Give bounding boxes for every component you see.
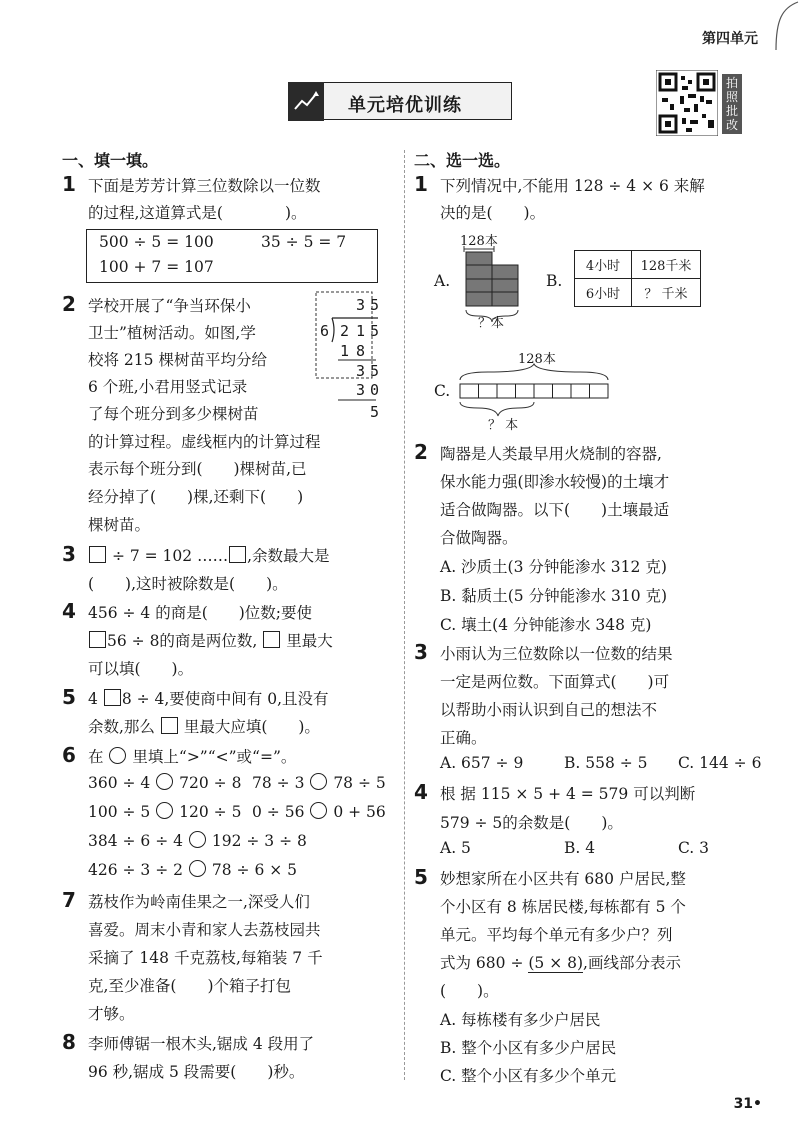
expression: 78 ÷ 6 × 5 xyxy=(211,861,298,879)
question-text: 下列情况中,不能用 128 ÷ 4 × 6 来解 xyxy=(440,177,705,195)
question-text: 的过程,这道算式是( )。 xyxy=(88,204,307,222)
question-number: 5 xyxy=(414,865,428,889)
question-text: 一定是两位数。下面算式( )可 xyxy=(440,673,670,691)
question-text: 6 个班,小君用竖式记录 xyxy=(88,378,248,396)
table-cell: 6小时 xyxy=(575,279,632,307)
question-number: 3 xyxy=(414,640,428,664)
question-text: 余数,那么 xyxy=(88,718,155,736)
calculation-box xyxy=(86,229,378,283)
expression: 360 ÷ 4 xyxy=(88,774,151,792)
question-text xyxy=(88,544,330,566)
option-c[interactable]: C. 壤土(4 分钟能渗水 348 克) xyxy=(440,616,652,634)
option-b[interactable]: B. 4 xyxy=(564,839,596,857)
question-text: 里填上“>”“<”或“=”。 xyxy=(132,748,297,766)
remainder-digit: 5 xyxy=(370,403,380,421)
long-division xyxy=(312,290,382,426)
page-corner-line xyxy=(760,0,800,50)
question-text xyxy=(88,629,333,651)
question-text: 了每个班分到多少棵树苗 xyxy=(88,405,259,423)
question-text: 克,至少准备( )个箱子打包 xyxy=(88,977,292,995)
dividend-digit: 1 xyxy=(356,322,366,340)
expression: 720 ÷ 8 xyxy=(179,774,242,792)
question-text: ÷ 7 = 102 …… xyxy=(111,547,229,565)
question-text xyxy=(88,715,320,737)
distance-table xyxy=(574,250,701,307)
compare-row xyxy=(252,802,386,821)
option-a[interactable]: A. 657 ÷ 9 xyxy=(440,754,524,772)
question-number: 7 xyxy=(62,888,76,912)
question-text: ,余数最大是 xyxy=(247,547,330,565)
underlined-part: (5 × 8) xyxy=(528,954,584,972)
compare-row xyxy=(88,802,241,821)
option-c[interactable]: C. 144 ÷ 6 xyxy=(678,754,762,772)
table-row xyxy=(575,279,701,307)
expression: 78 ÷ 5 xyxy=(333,774,386,792)
question-number: 3 xyxy=(62,542,76,566)
question-text: 正确。 xyxy=(440,729,487,747)
table-row xyxy=(575,251,701,279)
section-fill-in: 一、填一填。 xyxy=(62,151,159,170)
blank-square[interactable] xyxy=(89,631,106,648)
calc-step: 100 + 7 = 107 xyxy=(99,258,214,276)
question-text: 适合做陶器。以下( )土壤最适 xyxy=(440,501,670,519)
blank-square[interactable] xyxy=(263,631,280,648)
blank-square[interactable] xyxy=(104,689,121,706)
question-text: 579 ÷ 5的余数是( )。 xyxy=(440,814,623,832)
diagram-label: 128本 xyxy=(460,234,498,249)
question-text: 决的是( )。 xyxy=(440,204,546,222)
section-banner xyxy=(288,80,512,122)
blank-square[interactable] xyxy=(161,717,178,734)
question-text: 学校开展了“争当环保小 xyxy=(88,297,251,315)
compare-row xyxy=(252,773,386,792)
question-number: 8 xyxy=(62,1030,76,1054)
option-a[interactable]: A. 沙质土(3 分钟能渗水 312 克) xyxy=(440,558,667,576)
question-text: 456 ÷ 4 的商是( )位数;要使 xyxy=(88,604,313,622)
expression: 120 ÷ 5 xyxy=(179,803,242,821)
compare-row xyxy=(88,773,241,792)
question-text: 下面是芳芳计算三位数除以一位数 xyxy=(88,177,321,195)
blank-circle[interactable] xyxy=(156,773,173,790)
option-c[interactable]: C. 整个小区有多少个单元 xyxy=(440,1067,617,1085)
expression: 78 ÷ 3 xyxy=(252,774,305,792)
expression: 0 ÷ 56 xyxy=(252,803,305,821)
calc-step: 500 ÷ 5 = 100 xyxy=(99,233,214,251)
quotient-digit: 3 xyxy=(356,296,366,314)
question-text: 可以填( )。 xyxy=(88,660,194,678)
expression: 426 ÷ 3 ÷ 2 xyxy=(88,861,183,879)
question-text: 4 xyxy=(88,690,98,708)
column-divider xyxy=(404,150,405,1080)
expression: 100 ÷ 5 xyxy=(88,803,151,821)
dividend-digit: 2 xyxy=(340,322,350,340)
question-text: 8 ÷ 4,要使商中间有 0,且没有 xyxy=(121,690,329,708)
option-label: A. xyxy=(434,272,451,290)
dividend-digit: 5 xyxy=(370,322,380,340)
blank-circle[interactable] xyxy=(156,802,173,819)
table-cell: 128千米 xyxy=(632,251,701,279)
option-b[interactable]: B. 558 ÷ 5 xyxy=(564,754,648,772)
option-c[interactable]: C. 3 xyxy=(678,839,710,857)
question-text: 喜爱。周末小青和家人去荔枝园共 xyxy=(88,921,321,939)
question-text: 的计算过程。虚线框内的计算过程 xyxy=(88,433,321,451)
diagram-label: ？ 本 xyxy=(488,418,519,433)
question-text: 表示每个班分到( )棵树苗,已 xyxy=(88,460,307,478)
question-text: 在 xyxy=(88,748,104,766)
question-text: 妙想家所在小区共有 680 户居民,整 xyxy=(440,870,686,888)
question-number: 2 xyxy=(62,292,76,316)
question-text: 荔枝作为岭南佳果之一,深受人们 xyxy=(88,893,310,911)
question-number: 5 xyxy=(62,685,76,709)
option-a[interactable]: A. 每栋楼有多少户居民 xyxy=(440,1011,601,1029)
question-number: 2 xyxy=(414,440,428,464)
divisor: 6 xyxy=(320,322,330,340)
question-text: 里最大 xyxy=(286,632,333,650)
question-text: 陶器是人类最早用火烧制的容器, xyxy=(440,445,662,463)
question-text: 保水能力强(即渗水较慢)的土壤才 xyxy=(440,473,670,491)
page-number: 31• xyxy=(733,1096,762,1112)
question-text: 96 秒,锯成 5 段需要( )秒。 xyxy=(88,1063,305,1081)
blank-circle[interactable] xyxy=(189,860,206,877)
question-text: 卫士”植树活动。如图,学 xyxy=(88,324,256,342)
compare-row xyxy=(88,831,307,850)
question-text: 经分掉了( )棵,还剩下( ) xyxy=(88,488,304,506)
question-text: 校将 215 棵树苗平均分给 xyxy=(88,351,267,369)
expression: 384 ÷ 6 ÷ 4 xyxy=(88,832,183,850)
question-text: 式为 680 ÷ xyxy=(440,954,524,972)
remainder-digit: 3 xyxy=(356,362,366,380)
product-digit: 8 xyxy=(356,342,366,360)
expression: 192 ÷ 3 ÷ 8 xyxy=(211,832,307,850)
question-text xyxy=(88,687,329,709)
question-number: 6 xyxy=(62,743,76,767)
blank-square[interactable] xyxy=(89,546,106,563)
diagram-label: 128本 xyxy=(518,352,556,367)
question-text xyxy=(88,745,296,767)
product-digit: 3 xyxy=(356,381,366,399)
question-text: 56 ÷ 8的商是两位数, xyxy=(107,632,258,650)
question-text: ( )。 xyxy=(440,982,499,1000)
page-title: 单元培优训练 xyxy=(348,95,462,116)
blank-circle[interactable] xyxy=(109,747,126,764)
unit-label: 第四单元 xyxy=(702,31,758,47)
question-text: ,画线部分表示 xyxy=(583,954,681,972)
compare-row xyxy=(88,860,297,879)
blank-circle[interactable] xyxy=(189,831,206,848)
question-text: 棵树苗。 xyxy=(88,516,151,534)
trend-icon xyxy=(288,82,324,121)
remainder-digit: 5 xyxy=(370,362,380,380)
option-label: C. xyxy=(434,382,451,400)
question-text: 单元。平均每个单元有多少户？列 xyxy=(440,926,673,944)
question-text: 个小区有 8 栋居民楼,每栋都有 5 个 xyxy=(440,898,686,916)
diagram-label: ？本 xyxy=(478,316,505,331)
question-number: 1 xyxy=(414,172,428,196)
question-text: 才够。 xyxy=(88,1005,135,1023)
question-text: 李师傅锯一根木头,锯成 4 段用了 xyxy=(88,1035,315,1053)
blank-circle[interactable] xyxy=(310,802,327,819)
question-text xyxy=(440,951,681,973)
question-text: 合做陶器。 xyxy=(440,529,518,547)
expression: 0 + 56 xyxy=(333,803,386,821)
quotient-digit: 5 xyxy=(370,296,380,314)
blank-square[interactable] xyxy=(229,546,246,563)
blank-circle[interactable] xyxy=(310,773,327,790)
qr-label: 拍照批改 xyxy=(722,74,742,134)
question-number: 1 xyxy=(62,172,76,196)
segment-diagram-c xyxy=(458,362,610,422)
question-text: 根 据 115 × 5 + 4 = 579 可以判断 xyxy=(440,785,696,803)
question-text: 小雨认为三位数除以一位数的结果 xyxy=(440,645,673,663)
table-cell: 4小时 xyxy=(575,251,632,279)
product-digit: 0 xyxy=(370,381,380,399)
question-number: 4 xyxy=(62,599,76,623)
option-b[interactable]: B. 黏质土(5 分钟能渗水 310 克) xyxy=(440,587,668,605)
question-text: ( ),这时被除数是( )。 xyxy=(88,575,288,593)
question-text: 以帮助小雨认识到自己的想法不 xyxy=(440,701,658,719)
calc-step: 35 ÷ 5 = 7 xyxy=(261,233,347,251)
section-choice: 二、选一选。 xyxy=(414,151,511,170)
question-text: 采摘了 148 千克荔枝,每箱装 7 千 xyxy=(88,949,323,967)
product-digit: 1 xyxy=(340,342,350,360)
qr-code[interactable] xyxy=(656,70,718,136)
question-text: 里最大应填( )。 xyxy=(183,718,320,736)
question-number: 4 xyxy=(414,780,428,804)
table-cell: ？ 千米 xyxy=(632,279,701,307)
option-a[interactable]: A. 5 xyxy=(440,839,471,857)
option-b[interactable]: B. 整个小区有多少户居民 xyxy=(440,1039,617,1057)
option-label: B. xyxy=(546,272,563,290)
